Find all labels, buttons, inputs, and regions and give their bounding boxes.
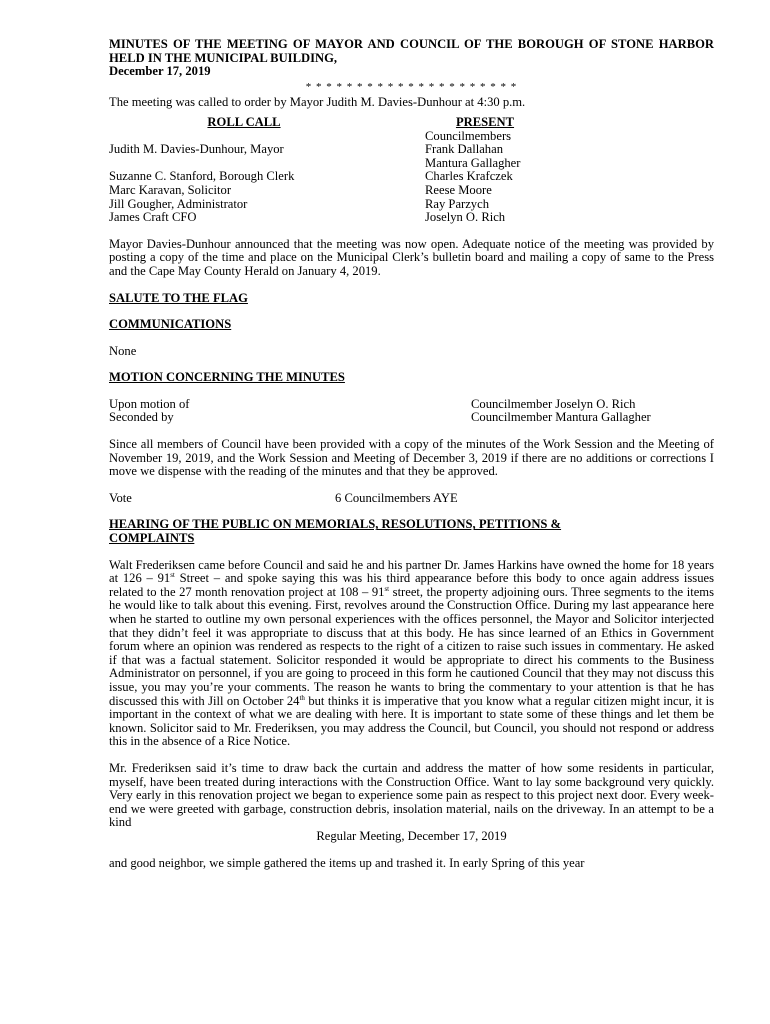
hearing-heading (109, 518, 714, 545)
minutes-paragraph: Since all members of Council have been provided with a copy of the minutes of the Work Session and the Meeting of November 19, 2019, and the Work Session and Meeting of December 3, 2019 if there are no additions or corrections I move we dispense with the reading of the minutes and that they be approved. (109, 437, 714, 479)
present-row: Frank Dallahan (425, 142, 503, 157)
seconded-row (109, 411, 714, 425)
salute-heading: SALUTE TO THE FLAG (109, 290, 248, 305)
present-heading: PRESENT (455, 114, 515, 129)
motion-label: Upon motion of (109, 396, 190, 411)
present-row: Ray Parzych (425, 196, 489, 211)
seconded-value: Councilmember Mantura Gallagher (471, 410, 651, 425)
notice-paragraph: Mayor Davies-Dunhour announced that the meeting was now open. Adequate notice of the meeting was provided by posting a copy of the time and place on the Municipal Clerk’s bulletin board and mailing a copy of same to the Press and the Cape May County Herald on January 4, 2019. (109, 236, 714, 278)
official-row: Jill Gougher, Administrator (109, 196, 248, 211)
text-run: street, the property adjoining ours. Three segments to the items he would like to talk about this evening. First, revolves around the Construction Office. During my last appearance here when he started to outline my own personal experiences with the offices personnel, the Mayor and Solicitor interjected that they didn’t feel it was appropriate to discuss that at this body. He has since learned of an Ethics in Government forum where an opinion was rendered as respects to the right of a citizen to raise such issues in commentary. He asked if that was a factual statement. Solicitor responded it would be appropriate to direct his comments to the Business Administrator on personnel, if you are going to proceed in this form he cautioned Council that they may not discuss this issue, you may you’re your comments. The reason he wants to bring the commentary to your attention is that he has discussed this with Jill on October 24 (109, 584, 714, 708)
official-row: Judith M. Davies-Dunhour, Mayor (109, 142, 284, 157)
walt-paragraph-1 (109, 559, 714, 749)
ordinal-suffix: st (384, 584, 390, 593)
motion-value: Councilmember Joselyn O. Rich (471, 396, 636, 411)
communications-heading: COMMUNICATIONS (109, 317, 232, 332)
document-page (109, 38, 714, 870)
text-run: Street – and spoke saying this was his third appearance before this body to once again address issues related to the 27 month renovation project at 108 – 91 (109, 571, 714, 599)
official-row: James Craft CFO (109, 210, 197, 225)
communications-text: None (109, 343, 137, 358)
vote-label: Vote (109, 490, 132, 505)
present-row: Councilmembers (425, 128, 512, 143)
official-row: Marc Karavan, Solicitor (109, 182, 232, 197)
ordinal-suffix: th (299, 693, 305, 702)
page-footer: Regular Meeting, December 17, 2019 (316, 828, 507, 843)
seconded-label: Seconded by (109, 410, 174, 425)
roll-call-present (425, 116, 585, 225)
official-row (109, 130, 425, 144)
official-row: Suzanne C. Stanford, Borough Clerk (109, 169, 295, 184)
hearing-heading-line1: HEARING OF THE PUBLIC ON MEMORIALS, RESOLUTIONS, PETITIONS & (109, 517, 562, 532)
official-row (109, 157, 425, 171)
roll-call-section (109, 116, 714, 225)
text-run: but thinks it is imperative that you know what a regular citizen might incur, it is important in the context of what we are dealing with here. It is important to state some of these things and let them be known. Solicitor said to Mr. Frederiksen, you may address the Council, but Council, you should not respond or address this in the absence of a Rice Notice. (109, 693, 714, 749)
roll-call-officials (109, 116, 425, 225)
vote-value: 6 Councilmembers AYE (335, 490, 458, 505)
separator-stars: * * * * * * * * * * * * * * * * * * * * * (305, 80, 518, 93)
walt-paragraph-2: Mr. Frederiksen said it’s time to draw back the curtain and address the matter of how some residents in particular, myself, have been treated during interactions with the Construction Office. Want to lay some background very quickly. Very early in this renovation project we began to experience some pain as respect to this project next door. Every week-end we were greeted with garbage, construction debris, insolation material, nails on the driveway. In an attempt to be a kind (109, 760, 714, 830)
text-run: Walt Frederiksen came before Council and said he and his partner Dr. James Harkins have owned the home for 18 years at 126 – 91 (109, 557, 714, 586)
motion-row (109, 398, 714, 412)
roll-call-heading: ROLL CALL (207, 114, 281, 129)
ordinal-suffix: st (170, 571, 175, 580)
present-row: Reese Moore (425, 182, 492, 197)
minutes-heading: MOTION CONCERNING THE MINUTES (109, 370, 345, 385)
document-title: MINUTES OF THE MEETING OF MAYOR AND COUNCIL OF THE BOROUGH OF STONE HARBOR HELD IN THE MUNICIPAL BUILDING, (109, 37, 714, 65)
hearing-heading-line2: COMPLAINTS (109, 531, 195, 546)
present-row: Joselyn O. Rich (425, 210, 506, 225)
vote-row (109, 492, 714, 506)
present-row: Charles Krafczek (425, 169, 513, 184)
call-to-order: The meeting was called to order by Mayor Judith M. Davies-Dunhour at 4:30 p.m. (109, 95, 526, 110)
meeting-date: December 17, 2019 (109, 64, 211, 79)
present-row: Mantura Gallagher (425, 155, 521, 170)
continuation-text: and good neighbor, we simple gathered the items up and trashed it. In early Spring of this year (109, 855, 585, 870)
